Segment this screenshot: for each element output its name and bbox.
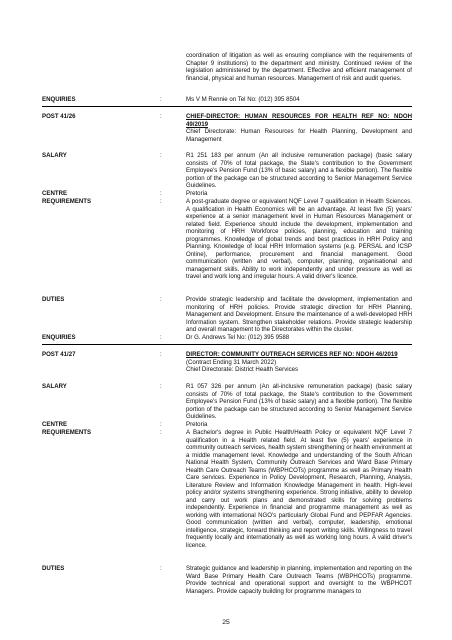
duties-label: DUTIES (42, 565, 65, 572)
enquiries-label: ENQUIRIES (42, 96, 76, 103)
post-label: POST 41/27 (42, 351, 76, 358)
requirements-label: REQUIREMENTS (42, 198, 92, 205)
colon: : (160, 351, 162, 358)
colon: : (160, 113, 162, 120)
salary-value: R1 057 326 per annum (An all-inclusive remuneration package) (basic salary consists of 70% of total package, the State's contribution to the Government Employee's Pension Fund (13% of basic salary) and a flexible portion). The flexible portion of the package can be structured according to Senior Management Service Guidelines. (186, 383, 412, 420)
requirements-label: REQUIREMENTS (42, 429, 92, 436)
enquiries-value: Ms V M Rennie on Tel No: (012) 395 8504 (186, 96, 300, 103)
enquiries-value: Dr G. Andrews Tel No: (012) 395 9588 (186, 334, 290, 341)
divider (42, 106, 412, 107)
colon: : (160, 152, 162, 159)
post-title: CHIEF-DIRECTOR: HUMAN RESOURCES FOR HEALTH REF NO: NDOH 49/2019 (186, 113, 412, 128)
colon: : (160, 429, 162, 436)
post-title: DIRECTOR: COMMUNITY OUTREACH SERVICES REF NO: NDOH 46/2019 (186, 351, 398, 358)
enquiries-label: ENQUIRIES (42, 334, 76, 341)
salary-label: SALARY (42, 152, 67, 159)
colon: : (160, 383, 162, 390)
colon: : (160, 421, 162, 428)
centre-label: CENTRE (42, 190, 68, 197)
colon: : (160, 334, 162, 341)
intro-text: coordination of litigation as well as ensuring compliance with the requirements of Chapter 9 institutions) to the department and ministry. Continued review of the legislation administered by the department. Effective and efficient management of financial, physical and human resources. Management of risk and audit queries. (186, 52, 412, 82)
duties-value: Strategic guidance and leadership in planning, implementation and reporting on the Ward Base Primary Health Care Outreach Teams (WBPHCOTs) programme. Provide technical and operational support and oversight to the WBPHCOT Managers. Provide capacity building for programme managers to (186, 565, 412, 595)
divider (42, 344, 412, 345)
colon: : (160, 565, 162, 572)
page-number: 25 (222, 619, 230, 626)
post-label: POST 41/26 (42, 113, 76, 120)
post-contract-note: (Contract Ending 31 March 2022) (186, 358, 277, 366)
centre-label: CENTRE (42, 421, 68, 428)
salary-label: SALARY (42, 383, 67, 390)
colon: : (160, 198, 162, 205)
colon: : (160, 296, 162, 303)
requirements-value: A post-graduate degree or equivalent NQF Level 7 qualification in Health Sciences. A qualification in Health Economics will be an advantage. At least five (5) years' experience at a senior management level in Human Resources Management or related field. Experience should include the development, implementation and monitoring of HRH Workforce policies, planning, education and training programmes. Knowledge of global trends and best practices in HRH Policy and Planning. Knowledge of local HRH Information systems (e.g. PERSAL and ICSP Online), performance, procurement and financial management. Good communication (written and verbal), computer, planning, organisational and management skills. Ability to work independently and under pressure as well as travel and work long and irregular hours. A valid driver's licence. (186, 198, 412, 280)
duties-value: Provide strategic leadership and facilitate the development, implementation and monitoring of HRH policies. Provide strategic direction for HRH Planning, Management and Development. Ensure the maintenance of a well-developed HRH Information system. Strengthen stakeholder relations. Provide strategic leadership and overall management to the Directorates within the cluster. (186, 296, 412, 333)
centre-value: Pretoria (186, 190, 208, 197)
colon: : (160, 190, 162, 197)
centre-value: Pretoria (186, 421, 208, 428)
colon: : (160, 96, 162, 103)
post-subtitle: Chief Directorate: Human Resources for Health Planning, Development and Management (186, 128, 412, 143)
salary-value: R1 251 183 per annum (An all inclusive remuneration package) (basic salary consists of 70% of total package, the State's contribution to the Government Employee's Pension Fund (13% of basic salary) and a flexible portion). The flexible portion of the package can be structured according to Senior Management Service Guidelines. (186, 152, 412, 189)
post-subtitle: Chief Directorate: District Health Services (186, 366, 299, 373)
requirements-value: A Bachelor's degree in Public Health/Health Policy or equivalent NQF Level 7 qualification in a Health related field. At least five (5) years' experience in community outreach services, health system strengthening or health environment at a middle management level. Knowledge and understanding of the South African National Health System, Community Outreach Services and Ward Base Primary Health Care Outreach Teams (WBPHCOTs) programme as well as Primary Health Care services. Experience in Policy Development, Research, Planning, Analysis, Literature Review and Information Knowledge Management in health. High-level policy and/or systems strengthening experience. Strong initiative, ability to develop and carry out work plans and demonstrated skills for solving problems independently. Experience in financial and programme management as well as working with international NGO's particularly Global Fund and PEPFAR Agencies. Good communication (written and verbal), computer, leadership, emotional intelligence, strategic, forward thinking and report writing skills. Willingness to travel frequently locally and internationally as well as working long hours. A valid driver's licence. (186, 429, 412, 549)
duties-label: DUTIES (42, 296, 65, 303)
